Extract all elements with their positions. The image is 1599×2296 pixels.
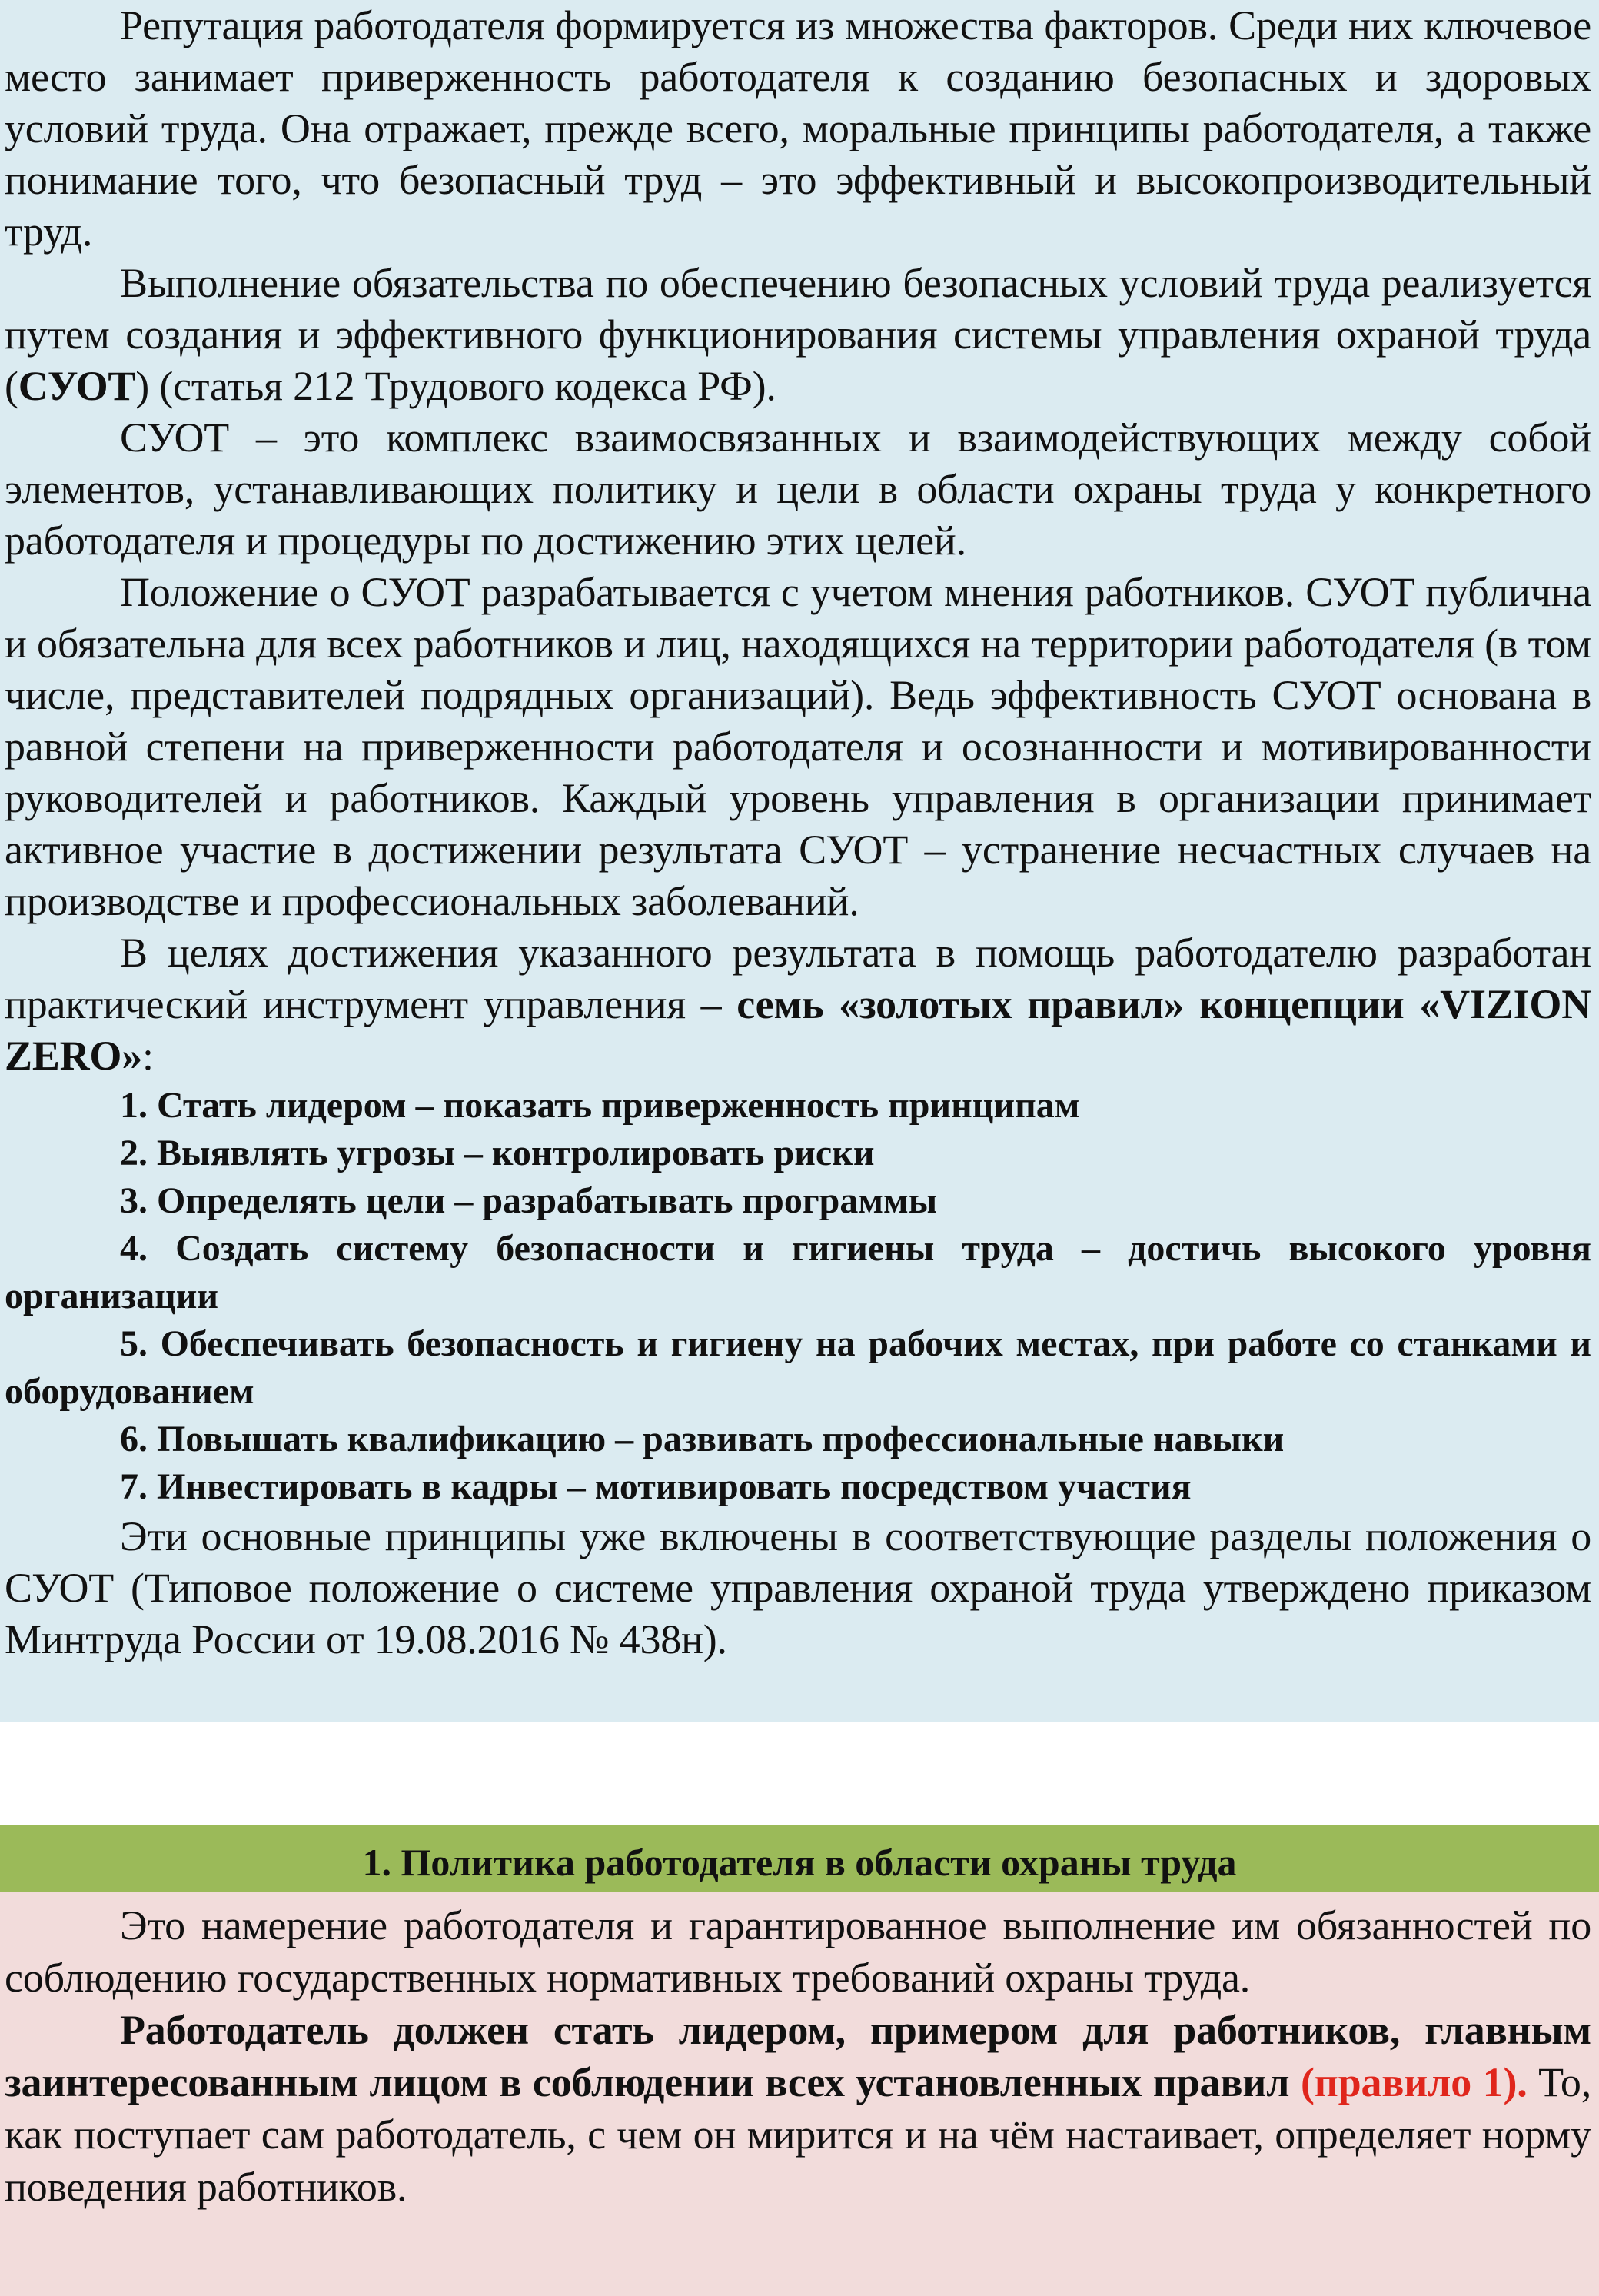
rule-reference: (правило 1).: [1300, 2059, 1528, 2105]
section-title: 1. Политика работодателя в области охраны труда: [362, 1841, 1237, 1884]
suot-abbrev: СУОТ: [18, 363, 136, 409]
policy-section: [0, 1892, 1599, 2296]
rule-item-3: 3. Определять цели – разрабатывать программы: [120, 1180, 938, 1221]
intro-p5-tail: :: [142, 1033, 154, 1079]
intro-paragraph-4: Положение о СУОТ разрабатывается с учетом мнения работников. СУОТ публична и обязательна для всех работников и лиц, находящихся на территории работодателя (в том числе, представителей подрядных организаций). Ведь эффективность СУОТ основана в равной степени на приверженности работодателя и осознанности и мотивированности руководителей и работников. Каждый уровень управления в организации принимает активное участие в достижении результата СУОТ – устранение несчастных случаев на производстве и профессиональных заболеваний.: [5, 569, 1591, 924]
intro-paragraph-3: СУОТ – это комплекс взаимосвязанных и взаимодействующих между собой элементов, устанавливающих политику и цели в области охраны труда у конкретного работодателя и процедуры по достижению этих целей.: [5, 414, 1591, 564]
intro-p2-text: Выполнение обязательства по обеспечению безопасных условий труда реализуется путем создания и эффективного функционирования системы управления охраной труда (: [5, 260, 1591, 409]
intro-paragraph-1: Репутация работодателя формируется из множества факторов. Среди них ключевое место занимает приверженность работодателя к созданию безопасных и здоровых условий труда. Она отражает, прежде всего, моральные принципы работодателя, а также понимание того, что безопасный труд – это эффективный и высокопроизводительный труд.: [5, 2, 1591, 255]
rule-item-1: 1. Стать лидером – показать приверженность принципам: [120, 1085, 1080, 1126]
intro-paragraph-5: [0, 927, 1599, 1082]
policy-p2-tail: То, как поступает сам работодатель, с чем он мирится и на чём настаивает, определяет норму поведения работников.: [5, 2059, 1591, 2210]
intro-p2-tail: ) (статья 212 Трудового кодекса РФ).: [135, 363, 776, 409]
intro-paragraph-2: [0, 258, 1599, 412]
rule-item-7: 7. Инвестировать в кадры – мотивировать посредством участия: [120, 1466, 1192, 1507]
rule-item-4: 4. Создать систему безопасности и гигиены труда – достичь высокого уровня организации: [5, 1228, 1591, 1316]
section-heading-bar: [0, 1825, 1599, 1892]
golden-rules-phrase: семь «золотых правил» концепции «VIZION ZERO»: [5, 981, 1591, 1079]
closing-paragraph: Эти основные принципы уже включены в соответствующие разделы положения о СУОТ (Типовое положение о системе управления охраной труда утверждено приказом Минтруда России от 19.08.2016 № 438н).: [5, 1513, 1591, 1662]
intro-p5-text: В целях достижения указанного результата в помощь работодателю разработан практический инструмент управления –: [5, 930, 1591, 1027]
policy-paragraph-1: Это намерение работодателя и гарантированное выполнение им обязанностей по соблюдению государственных нормативных требований охраны труда.: [5, 1902, 1591, 2001]
policy-paragraph-2: [0, 2004, 1599, 2213]
rule-item-6: 6. Повышать квалификацию – развивать профессиональные навыки: [120, 1419, 1285, 1459]
leader-statement: Работодатель должен стать лидером, примером для работников, главным заинтересованным лицом в соблюдении всех установленных правил: [5, 2007, 1591, 2105]
rule-item-2: 2. Выявлять угрозы – контролировать риски: [120, 1133, 875, 1173]
rule-item-5: 5. Обеспечивать безопасность и гигиену на рабочих местах, при работе со станками и оборудованием: [5, 1323, 1591, 1412]
